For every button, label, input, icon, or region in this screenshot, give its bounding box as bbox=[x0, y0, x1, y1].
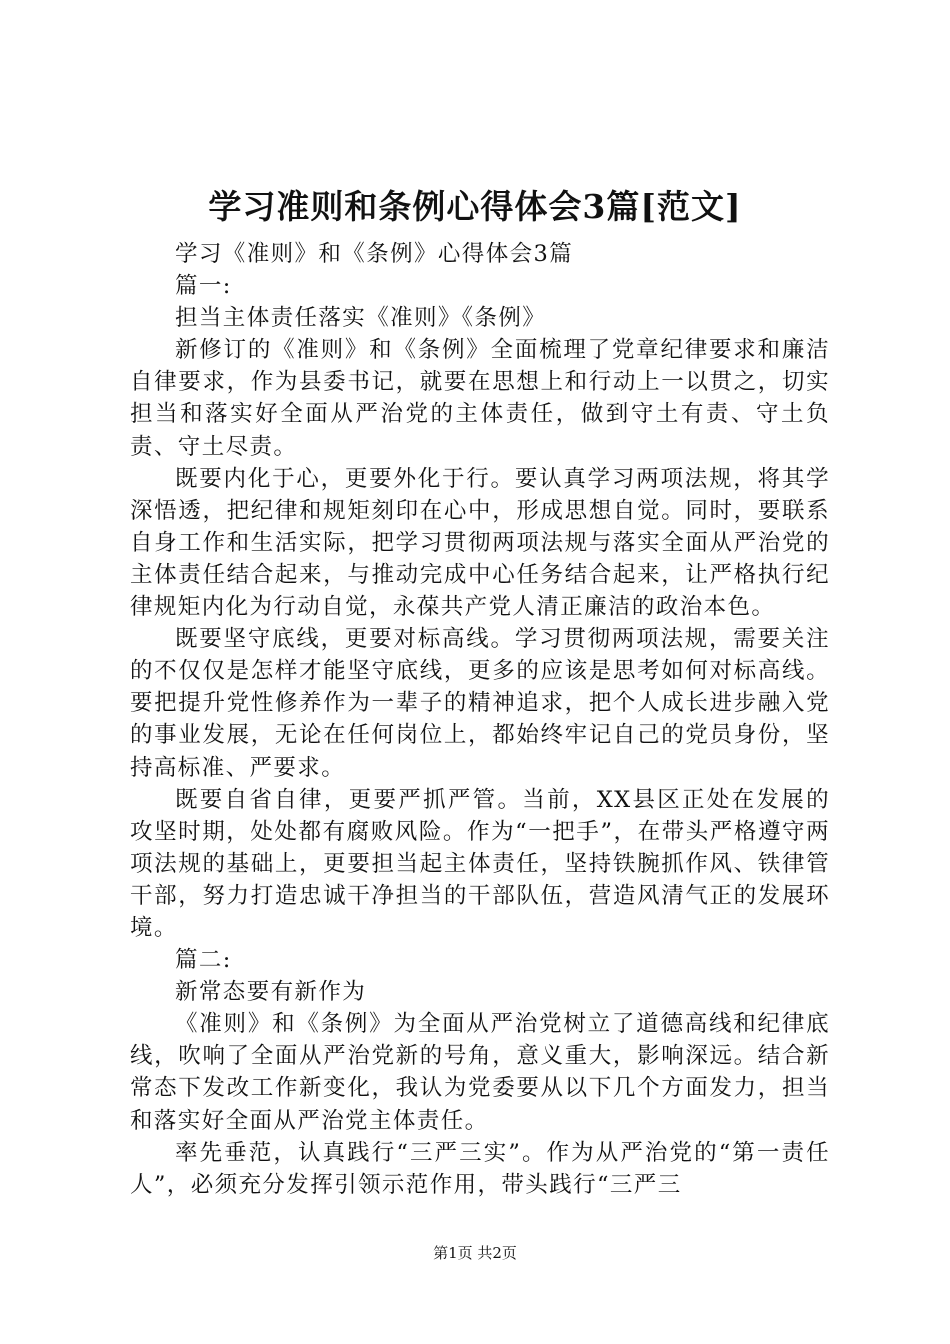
section-heading-1: 篇一: bbox=[175, 273, 232, 300]
body-paragraph: 率先垂范，认真践行“三严三实”。作为从严治党的“第一责任人”，必须充分发挥引领示范作用，带头践行“三严三 bbox=[130, 1139, 830, 1198]
page-footer: 第1页 共2页 bbox=[433, 1244, 517, 1262]
subtitle-paragraph: 学习《准则》和《条例》心得体会3篇 bbox=[175, 241, 574, 267]
document-title: 学习准则和条例心得体会3篇[范文] bbox=[208, 187, 742, 226]
body-paragraph: 既要内化于心，更要外化于行。要认真学习两项法规，将其学深悟透，把纪律和规矩刻印在心中，形成思想自觉。同时，要联系自身工作和生活实际，把学习贯彻两项法规与落实全面从严治党的主体责任结合起来，与推动完成中心任务结合起来，让严格执行纪律规矩内化为行动自觉，永葆共产党人清正廉洁的政治本色。 bbox=[130, 465, 830, 621]
body-paragraph: 《准则》和《条例》为全面从严治党树立了道德高线和纪律底线，吹响了全面从严治党新的号角，意义重大，影响深远。结合新常态下发改工作新变化，我认为党委要从以下几个方面发力，担当和落实好全面从严治党主体责任。 bbox=[130, 1011, 830, 1134]
document-body bbox=[130, 238, 830, 1201]
body-paragraph: 既要坚守底线，更要对标高线。学习贯彻两项法规，需要关注的不仅仅是怎样才能坚守底线，更多的应该是思考如何对标高线。要把提升党性修养作为一辈子的精神追求，把个人成长进步融入党的事业发展，无论在任何岗位上，都始终牢记自己的党员身份，坚持高标准、严要求。 bbox=[130, 626, 830, 781]
section-subtitle-2: 新常态要有新作为 bbox=[175, 979, 367, 1006]
section-subtitle-1: 担当主体责任落实《准则》《条例》 bbox=[175, 305, 547, 332]
section-heading-2: 篇二: bbox=[175, 947, 232, 974]
body-paragraph: 新修订的《准则》和《条例》全面梳理了党章纪律要求和廉洁自律要求，作为县委书记，就要在思想上和行动上一以贯之，切实担当和落实好全面从严治党的主体责任，做到守土有责、守土负责、守土尽责。 bbox=[130, 337, 830, 460]
body-paragraph: 既要自省自律，更要严抓严管。当前，XX县区正处在发展的攻坚时期，处处都有腐败风险。作为“一把手”，在带头严格遵守两项法规的基础上，更要担当起主体责任，坚持铁腕抓作风、铁律管干部，努力打造忠诚干净担当的干部队伍，营造风清气正的发展环境。 bbox=[130, 786, 830, 941]
